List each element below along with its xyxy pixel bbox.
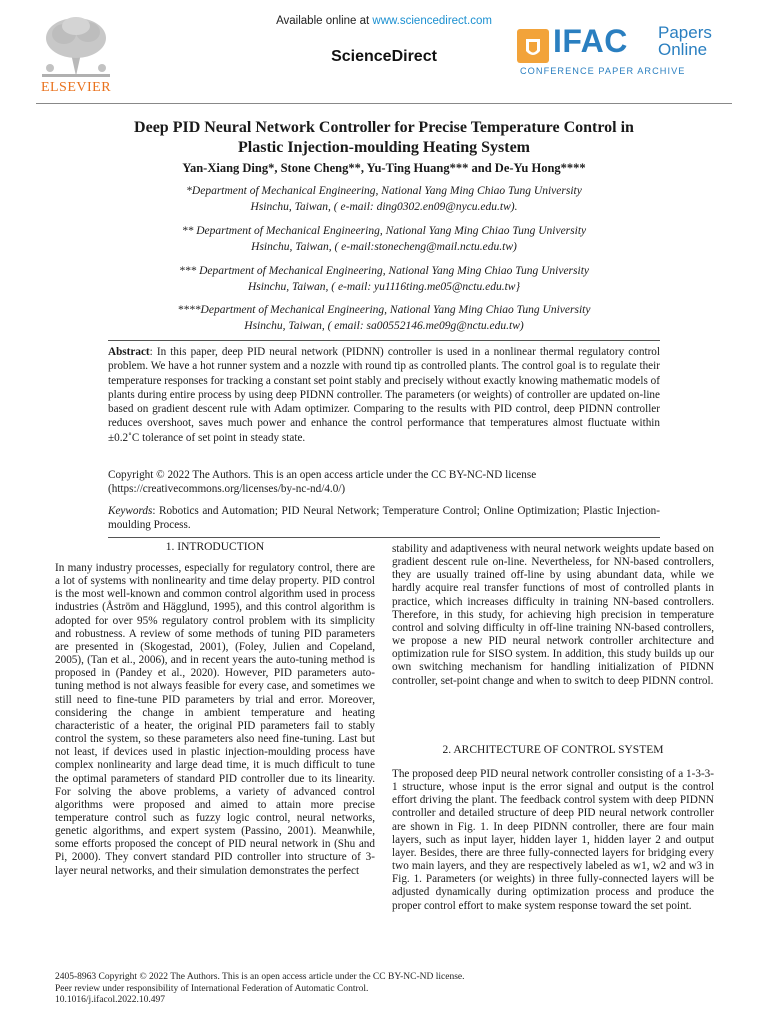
paper-title	[60, 118, 708, 158]
affiliation-line: Hsinchu, Taiwan, ( e-mail:stonecheng@mail.nctu.edu.tw)	[251, 240, 517, 253]
affiliation-3	[60, 264, 708, 295]
ifac-papers-text: Papers	[658, 23, 712, 42]
sciencedirect-link[interactable]: www.sciencedirect.com	[372, 15, 492, 27]
affiliation-line: ** Department of Mechanical Engineering, National Yang Ming Chiao Tung University	[181, 225, 587, 237]
affiliation-line: ****Department of Mechanical Engineering, National Yang Ming Chiao Tung University	[177, 304, 591, 316]
title-line-1: Deep PID Neural Network Controller for Precise Temperature Control in	[134, 119, 634, 136]
architecture-body: The proposed deep PID neural network controller consisting of a 1-3-3-1 structure, whose input is the error signal and output is the control effort driving the plant. The feedback control system with deep PIDNN controller and detailed structure of deep PID neural network controller are shown in Fig. 1. In deep PIDNN controller, there are four main layers, such as input layer, hidden layer 1, hidden layer 2 and output layer. Besides, there are three fully-connected layers for bridging every two main layers, and they are respectively labeled as w1, w2 and w3 in Fig. 1. Parameters (or weights) in three fully-connected layers will be adjusted dynamically during optimization process and produce the proper control effort to make system response toward the set point.	[392, 768, 714, 912]
copyright-text: Copyright © 2022 The Authors. This is an open access article under the CC BY-NC-ND license	[108, 469, 537, 481]
ifac-emblem-icon	[517, 27, 551, 67]
section-2-heading: 2. ARCHITECTURE OF CONTROL SYSTEM	[442, 744, 664, 756]
abstract-label: Abstract	[108, 346, 150, 358]
keywords-label: Keywords	[108, 505, 153, 517]
copyright-notice	[108, 468, 660, 497]
header-divider	[36, 103, 732, 104]
affiliation-2	[60, 224, 708, 255]
footer-copyright: 2405-8963 Copyright © 2022 The Authors. This is an open access article under the CC BY-NC-ND license.	[55, 972, 465, 982]
abstract	[108, 345, 660, 445]
abstract-text: : In this paper, deep PID neural network (PIDNN) controller is used in a nonlinear thermal regulatory control problem. We have a hot runner system and a nozzle with round tip as controlled plants. The control goal is to regulate their temperature responses for tracking a constant set point stably and precisely without exactly knowing mathematic models of plants during entire process by using deep PIDNN controller. The parameters (or weights) of controller are updated on-line based on gradient descent rule with Adam optimizer. Comparing to the results with PID control, deep PIDNN controller reduces overshoot, saves much power and enhance the control performance that temperatures almost fluctuate within ±0.2˚C tolerance of set point in steady state.	[108, 346, 660, 444]
footer-doi: 10.1016/j.ifacol.2022.10.497	[55, 995, 166, 1006]
ifac-online-text: Online	[658, 40, 708, 59]
footer-peer-review: Peer review under responsibility of International Federation of Automatic Control.	[55, 983, 369, 994]
affiliation-line: Hsinchu, Taiwan, ( e-mail: yu1116ting.me05@nctu.edu.tw}	[247, 280, 521, 293]
available-prefix: Available online at	[276, 15, 373, 27]
introduction-continued: stability and adaptiveness with neural network weights update based on gradient descent rule on-line. Nevertheless, for NN-based controllers, they are usually trained off-line by using abundant data, while we hardly acquire real transfer functions of most of controlled plants in practice, which increases difficulty in training NN-based controllers. Therefore, in this study, for achieving high precision in temperature control and solving difficulty in off-line training NN-based controllers, we propose a new PID neural network controller architecture and optimization rule for SISO system. In addition, this study builds up our own switching mechanism for handling initialization of PIDNN controller, set-point change and when to switch to deep PIDNN control.	[392, 543, 714, 687]
license-link[interactable]: (https://creativecommons.org/licenses/by-nc-nd/4.0/)	[108, 483, 346, 496]
ifac-archive-tagline: CONFERENCE PAPER ARCHIVE	[520, 66, 686, 76]
affiliation-line: Hsinchu, Taiwan, ( e-mail: ding0302.en09@nycu.edu.tw).	[250, 200, 518, 213]
ifac-papers-online	[658, 24, 712, 58]
keywords	[108, 504, 660, 533]
elsevier-wordmark: ELSEVIER	[40, 80, 112, 95]
affiliation-line: *** Department of Mechanical Engineering, National Yang Ming Chiao Tung University	[178, 265, 590, 277]
keywords-text: : Robotics and Automation; PID Neural Network; Temperature Control; Online Optimization; Plastic Injection-moulding Process.	[108, 505, 660, 532]
introduction-body: In many industry processes, especially for regulatory control, there are a lot of systems with nonlinearity and time delay property. PID control is the most well-known and common control algorithm used in process industries (Åström and Hägglund, 1995), and this control algorithm is adopted for over 95% regulatory control problem with its simplicity and robustness. A review of some methods of tuning PID parameters are presented in (Skogestad, 2001), (Foley, Julien and Copeland, 2005), (Tan et al., 2006), and in recent years the auto-tuning method is proposed in (Pandey et al., 2020). However, PID parameters auto-tuning method is not always feasible for every case, and sometimes we still need to fine-tune PID parameters by trial and error. Moreover, considering the change in ambient temperature and heating characteristic of a heater, the original PID parameters fail to stably control the system, so these parameters also need fine-tuning. Last but not least, if devices used in plastic injection-moulding process have complex nonlinearity and large dead time, it is much difficult to tune the optimal parameters of standard PID controller due to its linearity. For solving the above problems, a variety of advanced control algorithms were proposed and aimed to attain more precise temperature control such as fuzzy logic control, neural networks, genetic algorithms, and expert system (Passino, 2001). Meanwhile, some efforts proposed the concept of PID neural network in (Shu and Pi, 2000). They convert standard PID controller into structure of 3-layer neural networks, and their simulation demonstrates the perfect	[55, 562, 375, 877]
page-footer	[55, 972, 465, 1007]
affiliation-1	[60, 184, 708, 215]
ifac-wordmark: IFAC	[553, 23, 628, 59]
affiliation-line: Hsinchu, Taiwan, ( email: sa00552146.me09g@nctu.edu.tw)	[244, 319, 524, 332]
authors: Yan-Xiang Ding*, Stone Cheng**, Yu-Ting Huang*** and De-Yu Hong****	[182, 161, 586, 175]
title-line-2: Plastic Injection-moulding Heating System	[238, 139, 530, 156]
sciencedirect-brand: ScienceDirect	[331, 48, 437, 65]
affiliation-4	[60, 303, 708, 334]
affiliation-line: *Department of Mechanical Engineering, National Yang Ming Chiao Tung University	[186, 185, 582, 197]
section-1-heading: 1. INTRODUCTION	[165, 541, 265, 553]
